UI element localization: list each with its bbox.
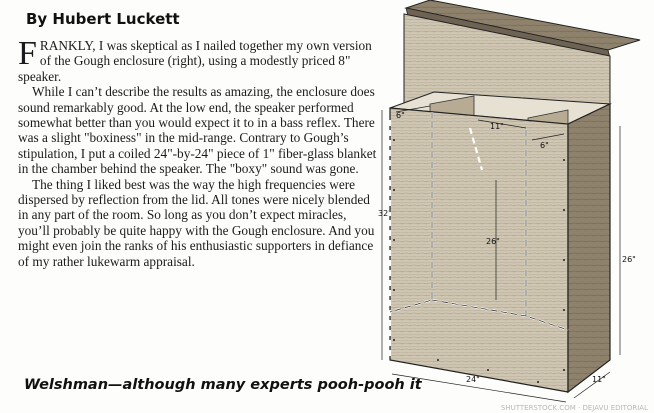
dim-height-right: 26"	[622, 255, 636, 264]
lead-text: RANKLY, I was skeptical as I nailed together my own version of the Gough enclosure (right), using a modestly priced 8" speaker.	[18, 38, 372, 84]
drop-cap: F	[18, 35, 37, 72]
figure-caption: Welshman—although many experts pooh-pooh it	[24, 377, 422, 393]
watermark: SHUTTERSTOCK.COM · DEJAVU EDITORIAL	[500, 404, 648, 412]
lead-paragraph	[18, 35, 378, 84]
front-panel	[390, 108, 568, 392]
paragraph-results: While I can’t describe the results as amazing, the enclosure does sound remarkably good. At the low end, the speaker performed somewhat better than you would expect it to in a bass reflex. There was a slight "boxiness" in the mid-range. Contrary to Gough’s stipulation, I put a coiled 24"-by-24" piece of 1" fiber-glass blanket in the chamber behind the speaker. The "boxy" sound was gone.	[18, 84, 377, 177]
enclosure-drawing	[378, 0, 654, 405]
dim-height-total: 32"	[378, 209, 392, 218]
dim-height-inner: 26"	[486, 237, 500, 246]
paragraph-conclusion: The thing I liked best was the way the high frequencies were dispersed by reflection from the lid. All tones were nicely blended in any part of the room. So long as you don’t expect miracles, you’ll probably be quite happy with the Gough enclosure. And you might even join the ranks of his enthusiastic supporters in defiance of my rather lukewarm appraisal.	[18, 176, 375, 269]
dim-depth: 11"	[592, 375, 606, 384]
byline: By Hubert Luckett	[26, 10, 180, 28]
dim-top-right: 6"	[540, 141, 549, 150]
enclosure-illustration	[378, 0, 654, 405]
article-body	[18, 35, 378, 269]
dim-width: 24"	[466, 375, 480, 384]
side-panel	[568, 104, 610, 392]
dim-top-left: 6"	[396, 111, 405, 120]
dim-top-mid: 11"	[490, 122, 504, 131]
